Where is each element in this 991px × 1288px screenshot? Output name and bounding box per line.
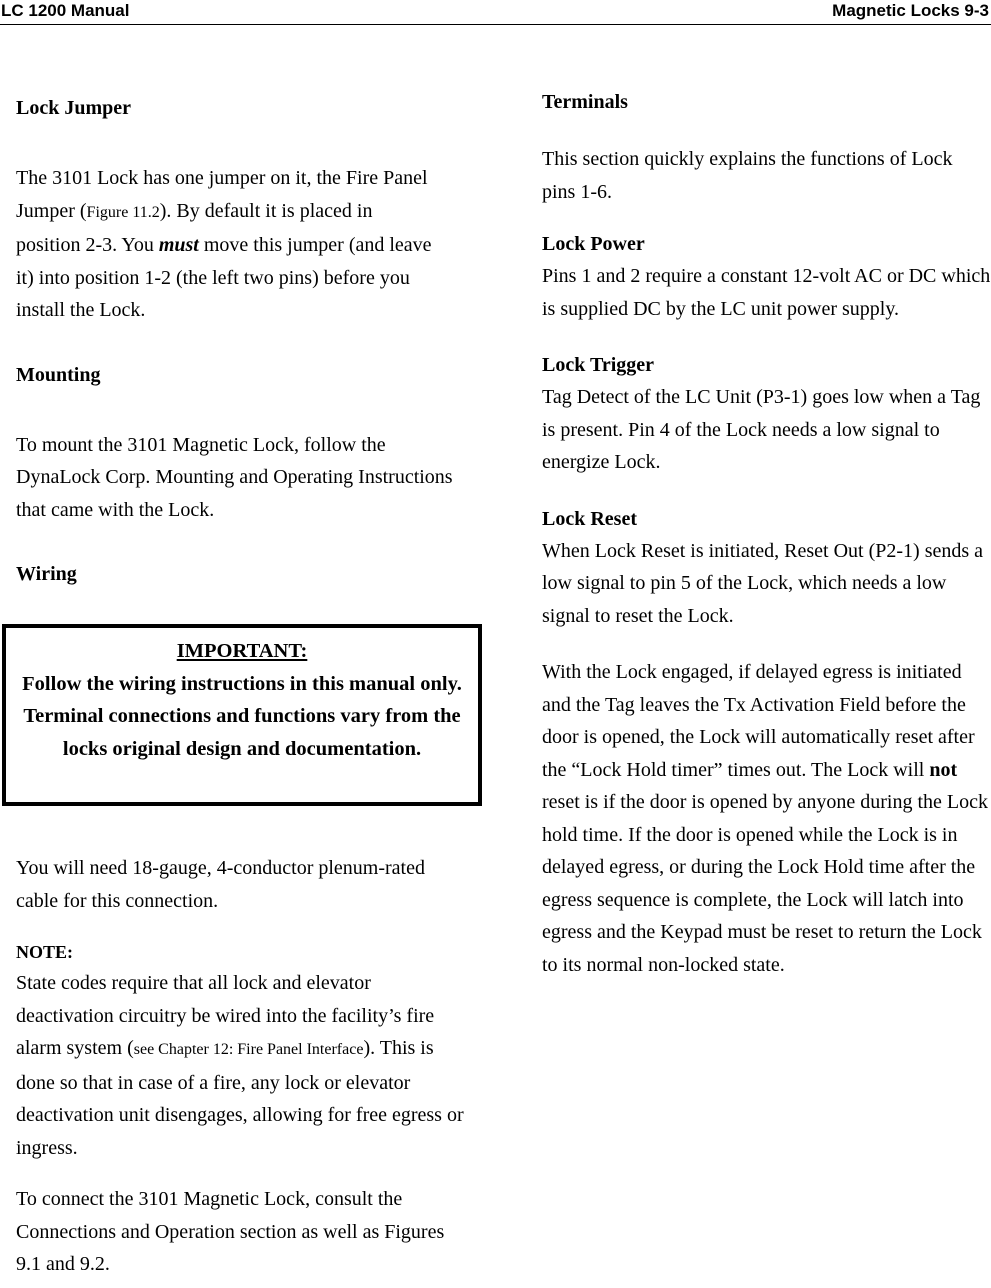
note-block bbox=[16, 937, 466, 1164]
note-paragraph: State codes require that all lock and elevator deactivation circuitry be wired into the facility’s fire alarm system (see Chapter 12: Fire Panel Interface). This is done so that in case of a fire, any lock or elevator deactivation unit disengages, allowing for free egress or ingress. bbox=[16, 972, 464, 1159]
emphasis-must: must bbox=[158, 234, 199, 256]
important-text: Follow the wiring instructions in this manual only. Terminal connections and functions vary from the locks original design and documentation. bbox=[22, 672, 462, 760]
emphasis-not: not bbox=[929, 758, 958, 781]
lock-trigger-paragraph: Tag Detect of the LC Unit (P3-1) goes low when a Tag is present. Pin 4 of the Lock needs a low signal to energize Lock. bbox=[542, 386, 981, 473]
terminals-heading: Terminals bbox=[542, 91, 628, 113]
left-column-lower bbox=[16, 852, 466, 1281]
egress-paragraph: With the Lock engaged, if delayed egress is initiated and the Tag leaves the Tx Activation Field before the door is opened, the Lock will automatically reset after the “Lock Hold timer” times out. The Lock will not reset is if the door is opened by anyone during the Lock hold time. If the door is opened while the Lock is in delayed egress, or during the Lock Hold time after the egress sequence is complete, the Lock will latch into egress and the Keypad must be reset to return the Lock to its normal non-locked state. bbox=[542, 661, 988, 976]
section-page-number: Magnetic Locks 9-3 bbox=[832, 1, 989, 20]
right-column bbox=[542, 86, 991, 981]
connect-paragraph: To connect the 3101 Magnetic Lock, consult the Connections and Operation section as well as Figures 9.1 and 9.2. bbox=[16, 1188, 445, 1275]
lock-power-heading: Lock Power bbox=[542, 233, 645, 255]
lock-trigger-heading: Lock Trigger bbox=[542, 354, 655, 376]
mounting-heading: Mounting bbox=[16, 363, 101, 386]
terminals-paragraph: This section quickly explains the functions of Lock pins 1-6. bbox=[542, 148, 953, 203]
important-title: IMPORTANT: bbox=[176, 640, 308, 662]
lock-reset-paragraph: When Lock Reset is initiated, Reset Out (P2-1) sends a low signal to pin 5 of the Lock, which needs a low signal to reset the Lock. bbox=[542, 539, 984, 627]
mounting-paragraph: To mount the 3101 Magnetic Lock, follow the DynaLock Corp. Mounting and Operating Instructions that came with the Lock. bbox=[16, 433, 453, 521]
lock-reset-heading: Lock Reset bbox=[542, 507, 637, 530]
cable-paragraph: You will need 18-gauge, 4-conductor plenum-rated cable for this connection. bbox=[16, 857, 425, 912]
chapter-reference: see Chapter 12: Fire Panel Interface bbox=[133, 1041, 364, 1058]
page-header bbox=[0, 0, 991, 25]
lock-jumper-paragraph: The 3101 Lock has one jumper on it, the Fire Panel Jumper (Figure 11.2). By default it is placed in position 2-3. You must move this jumper (and leave it) into position 1-2 (the left two pins) before you install the Lock. bbox=[16, 167, 432, 321]
wiring-heading: Wiring bbox=[16, 563, 77, 585]
left-column bbox=[16, 92, 466, 590]
lock-power-paragraph: Pins 1 and 2 require a constant 12-volt AC or DC which is supplied DC by the LC unit power supply. bbox=[542, 265, 991, 320]
lock-jumper-heading: Lock Jumper bbox=[16, 97, 131, 119]
manual-title: LC 1200 Manual bbox=[1, 1, 130, 20]
note-label: NOTE: bbox=[16, 942, 74, 962]
figure-reference: Figure 11.2 bbox=[86, 203, 160, 221]
important-notice-box bbox=[2, 624, 482, 806]
